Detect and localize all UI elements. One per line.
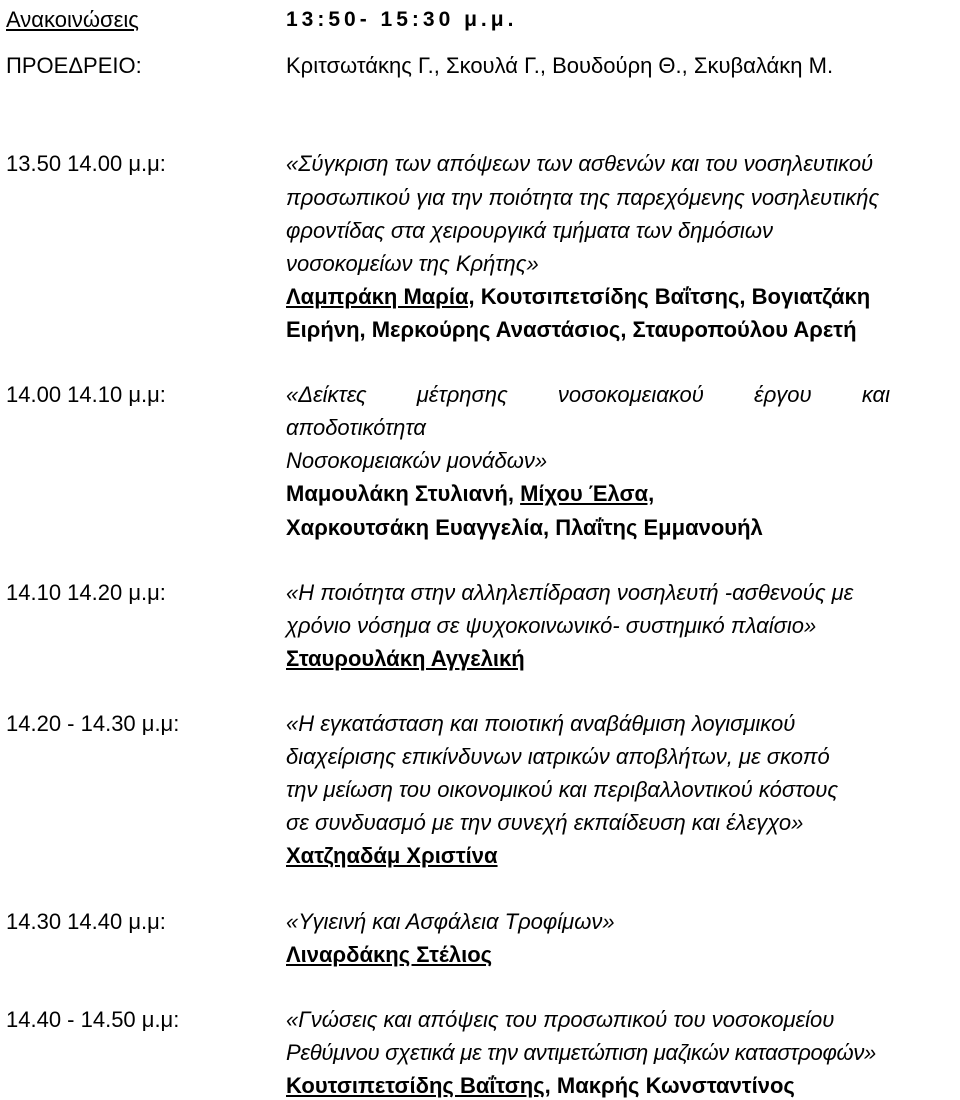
session-authors: Χαρκουτσάκη Ευαγγελία, Πλαΐτης Εμμανουήλ: [286, 515, 763, 540]
chair-names: Κριτσωτάκης Γ., Σκουλά Γ., Βουδούρη Θ., Σκυβαλάκη Μ.: [286, 53, 834, 78]
time-range: 13:50- 15:30 μ.μ.: [286, 8, 518, 31]
session-title-line: «Η ποιότητα στην αλληλεπίδραση νοσηλευτή -ασθενούς με: [286, 580, 854, 605]
session-title-line: «Δείκτες μέτρησης νοσοκομειακού έργου και: [286, 382, 890, 407]
session-title-line: «Γνώσεις και απόψεις του προσωπικού του νοσοκομείου: [286, 1007, 835, 1032]
session-time: 13.50 14.00 μ.μ:: [6, 151, 166, 176]
session-time: 14.10 14.20 μ.μ:: [6, 580, 166, 605]
session-title-line: προσωπικού για την ποιότητα της παρεχόμενης νοσηλευτικής: [286, 185, 880, 210]
author-underlined: Λαμπράκη Μαρία,: [286, 284, 475, 309]
session-title-line: Ρεθύμνου σχετικά με την αντιμετώπιση μαζικών καταστροφών»: [286, 1040, 876, 1065]
session-title-line: «Σύγκριση των απόψεων των ασθενών και του νοσηλευτικού: [286, 151, 874, 176]
session-title-line: διαχείρισης επικίνδυνων ιατρικών αποβλήτων, με σκοπό: [286, 744, 830, 769]
session-title-line: νοσοκομείων της Κρήτης»: [286, 251, 539, 276]
author-underlined: Κουτσιπετσίδης Βαΐτσης: [286, 1073, 545, 1098]
author-rest: Κουτσιπετσίδης Βαΐτσης, Βογιατζάκη: [474, 284, 871, 309]
session-title-line: «Υγιεινή και Ασφάλεια Τροφίμων»: [286, 909, 615, 934]
session-authors: Λιναρδάκης Στέλιος: [286, 942, 493, 967]
author-plain: Μαμουλάκη Στυλιανή,: [286, 481, 521, 506]
session-authors: Ειρήνη, Μερκούρης Αναστάσιος, Σταυροπούλου Αρετή: [286, 317, 857, 342]
session-time: 14.00 14.10 μ.μ:: [6, 382, 166, 407]
session-authors: [286, 1073, 795, 1099]
session-authors: [286, 284, 870, 310]
session-title-line: χρόνιο νόσημα σε ψυχοκοινωνικό- συστημικό πλαίσιο»: [286, 613, 817, 638]
session-authors: Χατζηαδάμ Χριστίνα: [286, 843, 498, 868]
session-authors: Σταυρουλάκη Αγγελική: [286, 646, 525, 671]
session-title-line: φροντίδας στα χειρουργικά τμήματα των δημόσιων: [286, 218, 773, 243]
session-title-line: την μείωση του οικονομικού και περιβαλλοντικού κόστους: [286, 777, 839, 802]
author-rest: , Μακρής Κωνσταντίνος: [544, 1073, 795, 1098]
session-time: 14.20 - 14.30 μ.μ:: [6, 711, 180, 736]
chair-label: ΠΡΟΕΔΡΕΙΟ:: [6, 53, 142, 78]
section-label: Ανακοινώσεις: [6, 7, 139, 32]
session-time: 14.30 14.40 μ.μ:: [6, 909, 166, 934]
session-authors: [286, 481, 654, 507]
session-title-line: αποδοτικότητα: [286, 415, 426, 440]
session-title-line: σε συνδυασμό με την συνεχή εκπαίδευση και έλεγχο»: [286, 810, 804, 835]
author-underlined: Μίχου Έλσα,: [520, 481, 655, 506]
session-time: 14.40 - 14.50 μ.μ:: [6, 1007, 180, 1032]
session-title-line: Νοσοκομειακών μονάδων»: [286, 448, 548, 473]
session-title-line: «Η εγκατάσταση και ποιοτική αναβάθμιση λογισμικού: [286, 711, 796, 736]
